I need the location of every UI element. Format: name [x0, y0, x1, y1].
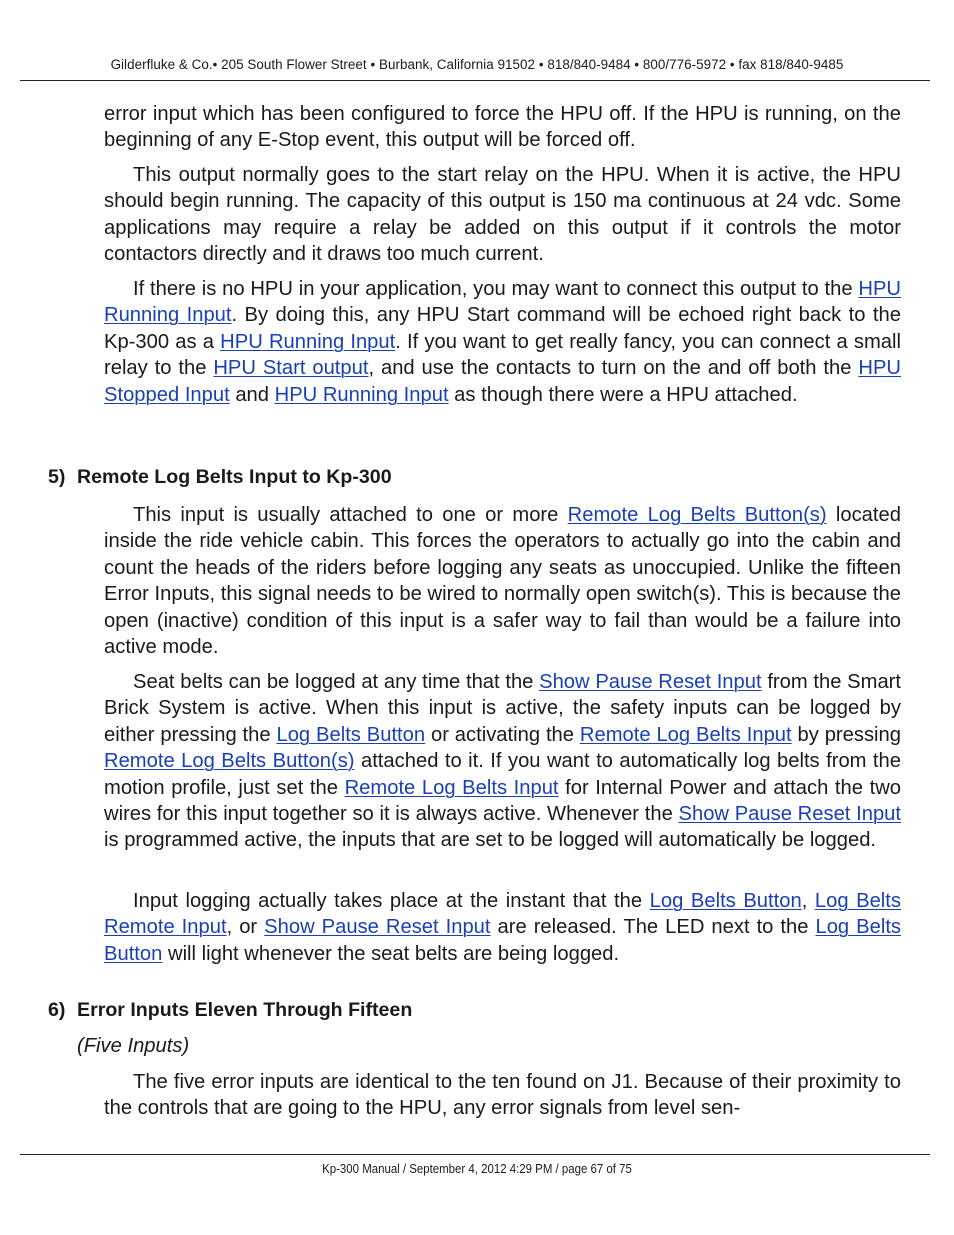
text-run: are released. The LED next to the	[490, 916, 816, 939]
section-title: Remote Log Belts Input to Kp-300	[77, 466, 392, 488]
text-run: for Internal Power and attach the two wires for this input together so it is always active. Whenever the	[104, 776, 902, 826]
section-note-five-inputs: (Five Inputs)	[77, 1035, 190, 1057]
link-show-pause-reset-input[interactable]: Show Pause Reset Input	[678, 803, 902, 826]
link-hpu-start-output[interactable]: HPU Start output	[213, 357, 369, 380]
paragraph-input-logging	[104, 888, 901, 967]
text-run: Seat belts can be logged at any time that the	[133, 671, 540, 693]
text-run: as though there were a HPU attached.	[448, 383, 798, 406]
link-log-belts-remote-input[interactable]: Log Belts Remote Input	[104, 890, 901, 939]
link-show-pause-reset-input[interactable]: Show Pause Reset Input	[264, 916, 491, 939]
text-run: . By doing this, any HPU Start command will be echoed right back to the Kp-300 as a	[104, 304, 901, 353]
link-log-belts-button[interactable]: Log Belts Button	[104, 916, 902, 965]
paragraph-remote-log-belts	[104, 502, 901, 660]
text-run: by pressing	[791, 723, 901, 746]
link-show-pause-reset-input[interactable]: Show Pause Reset Input	[539, 671, 762, 693]
section-number: 6)	[48, 999, 66, 1021]
paragraph-seat-belts-logging	[104, 669, 901, 854]
section-heading-remote-log-belts	[48, 466, 392, 489]
link-hpu-running-input[interactable]: HPU Running Input	[220, 330, 396, 353]
page-header: Gilderfluke & Co.• 205 South Flower Street • Burbank, California 91502 • 818/840-9484 • 800/776-5972 • fax 818/840-9485	[110, 57, 844, 72]
text-run: attached to it. If you want to automatically log belts from the motion profile, just set the	[104, 750, 901, 799]
link-remote-log-belts-input[interactable]: Remote Log Belts Input	[579, 723, 792, 746]
link-remote-log-belts-button[interactable]: Remote Log Belts Button(s)	[567, 504, 827, 526]
link-log-belts-button[interactable]: Log Belts Button	[276, 723, 426, 746]
link-remote-log-belts-button[interactable]: Remote Log Belts Button(s)	[104, 750, 355, 773]
paragraph-five-error-inputs: The five error inputs are identical to the ten found on J1. Because of their proximity to the controls that are going to the HPU, any error signals from level sen-	[104, 1071, 901, 1120]
text-run: located inside the ride vehicle cabin. This forces the operators to actually go into the cabin and count the heads of the riders before logging any seats as unoccupied. Unlike the fifteen Error Inputs, this signal needs to be wired to normally open switch(s). This is because the open (inactive) condition of this input is a safer way to fail than would be a failure into active mode.	[104, 504, 901, 659]
text-run: ,	[801, 890, 815, 912]
section-heading-error-inputs	[48, 999, 412, 1022]
text-run: from the Smart Brick System is active. When this input is active, the safety inputs can be logged by either pressing the	[104, 671, 902, 746]
text-run: will light whenever the seat belts are being logged.	[162, 942, 620, 965]
text-run: , and use the contacts to turn on the and off both the	[368, 357, 859, 380]
link-remote-log-belts-input[interactable]: Remote Log Belts Input	[344, 776, 559, 799]
section-title: Error Inputs Eleven Through Fifteen	[77, 999, 413, 1021]
text-run: or activating the	[425, 723, 580, 746]
header-divider	[20, 80, 930, 81]
text-run: If there is no HPU in your application, you may want to connect this output to the	[133, 278, 859, 300]
link-hpu-running-input[interactable]: HPU Running Input	[274, 383, 449, 406]
text-run: , or	[226, 916, 265, 939]
link-hpu-stopped-input[interactable]: HPU Stopped Input	[104, 357, 901, 406]
link-log-belts-button[interactable]: Log Belts Button	[649, 890, 802, 912]
footer-divider	[20, 1154, 930, 1155]
text-run: is programmed active, the inputs that are set to be logged will automatically be logged.	[104, 829, 877, 852]
paragraph-no-hpu	[104, 276, 901, 408]
text-run: and	[229, 383, 275, 406]
text-run: Input logging actually takes place at the instant that the	[133, 890, 650, 912]
page-footer: Kp-300 Manual / September 4, 2012 4:29 PM / page 67 of 75	[322, 1161, 632, 1176]
text-run: . If you want to get really fancy, you can connect a small relay to the	[104, 330, 901, 380]
section-number: 5)	[48, 466, 66, 488]
paragraph-start-relay: This output normally goes to the start relay on the HPU. When it is active, the HPU should begin running. The capacity of this output is 150 ma continuous at 24 vdc. Some applications may require a relay be added on this output if it controls the motor contactors directly and it draws too much current.	[104, 164, 901, 266]
text-run: This input is usually attached to one or more	[133, 504, 568, 526]
paragraph-estop-output: error input which has been configured to force the HPU off. If the HPU is running, on the beginning of any E-Stop event, this output will be forced off.	[104, 103, 901, 152]
link-hpu-running-input[interactable]: HPU Running Input	[104, 278, 901, 327]
